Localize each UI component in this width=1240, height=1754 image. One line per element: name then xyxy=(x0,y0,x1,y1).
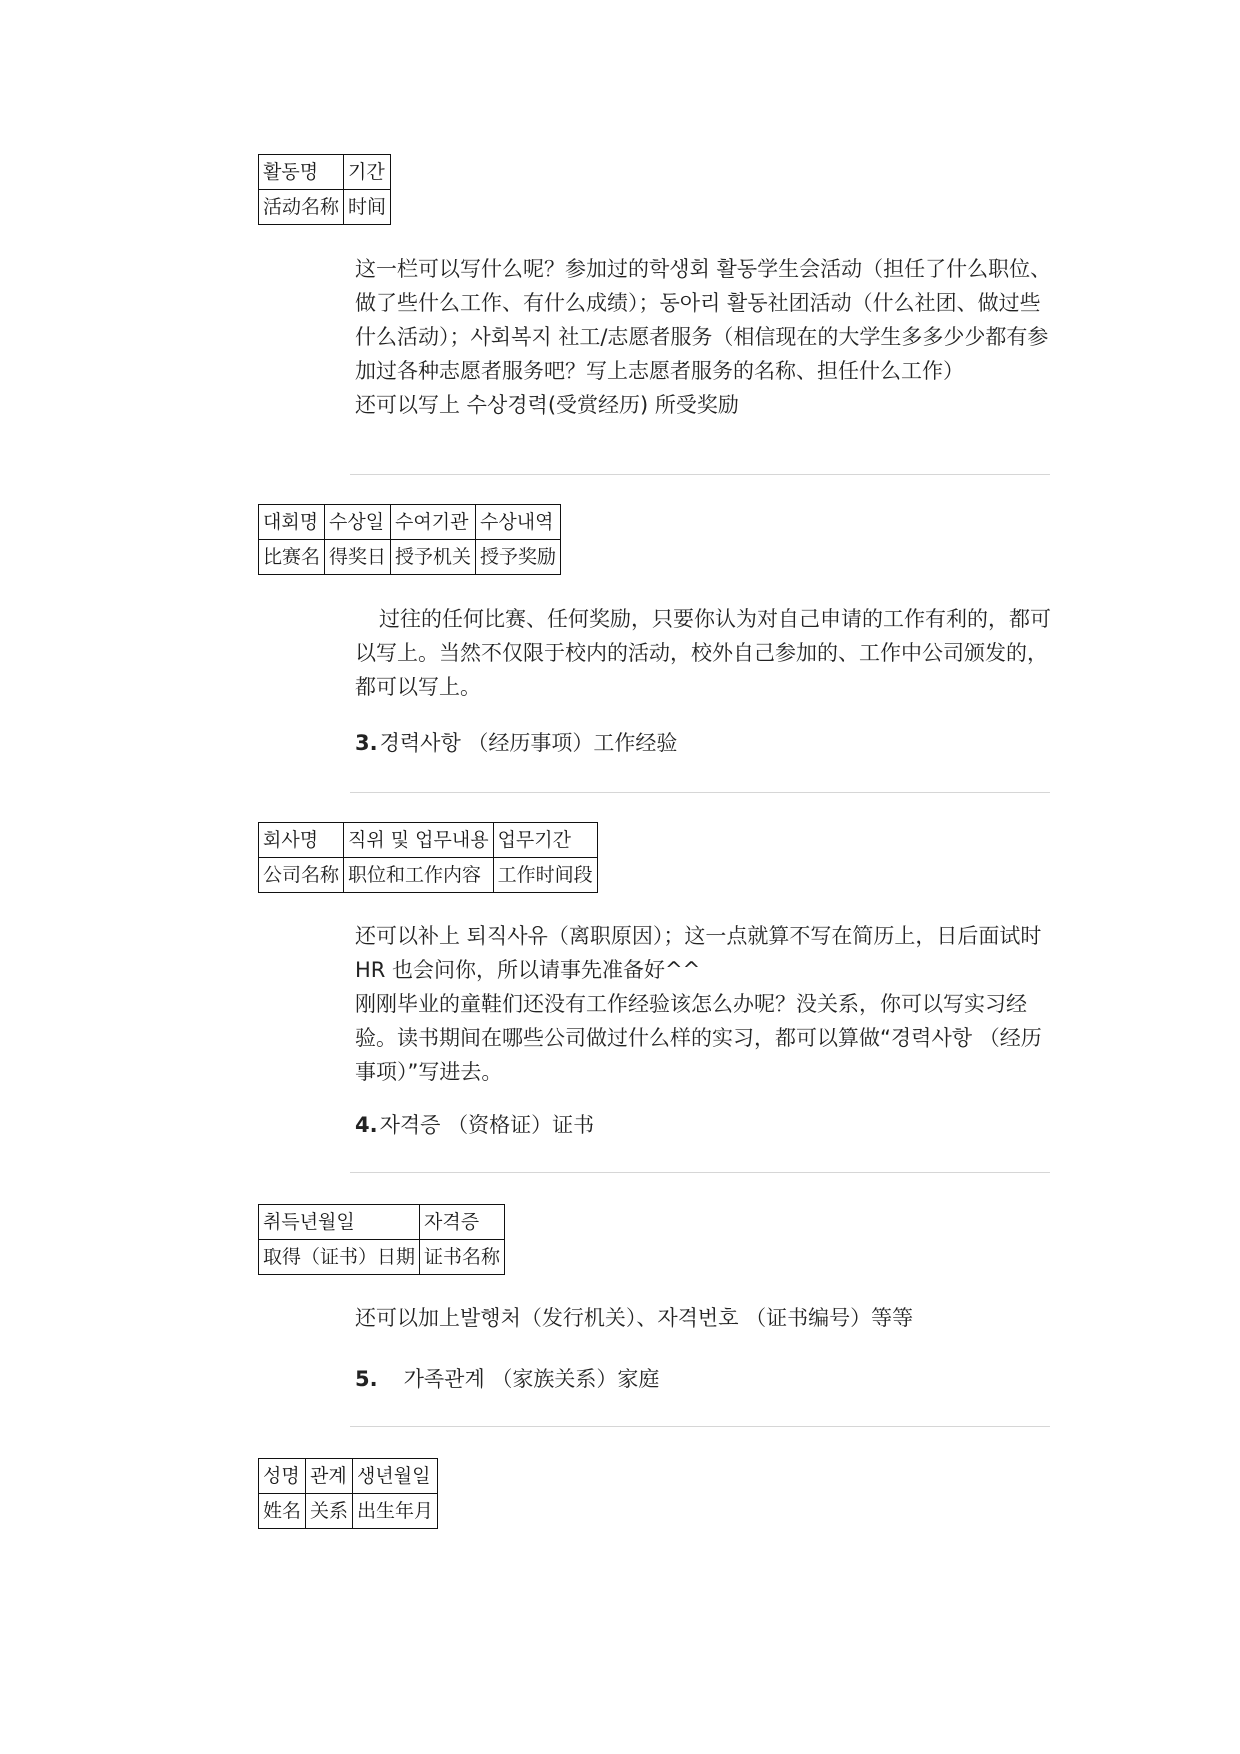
table-row xyxy=(259,858,598,893)
section-number: 3. xyxy=(355,731,378,755)
section-title: 가족관계 （家族关系）家庭 xyxy=(403,1367,660,1391)
table-cell: 회사명 xyxy=(259,823,344,858)
paragraph: 还可以写上 수상경력(受赏经历) 所受奖励 xyxy=(355,393,739,417)
section-heading xyxy=(355,726,677,760)
table-cell: 活动名称 xyxy=(259,190,344,225)
table-row xyxy=(259,823,598,858)
table-cell: 생년월일 xyxy=(353,1459,438,1494)
table-cell: 出生年月 xyxy=(353,1494,438,1529)
table-cell: 수여기관 xyxy=(391,505,476,540)
section-heading xyxy=(355,1108,594,1142)
activity-table xyxy=(258,154,391,225)
divider xyxy=(350,792,1050,793)
table-cell: 时间 xyxy=(344,190,391,225)
table-row xyxy=(259,1240,505,1275)
paragraph: 还可以加上발행처（发行机关）、자격번호 （证书编号）等等 xyxy=(355,1306,914,1330)
award-description xyxy=(355,602,1055,704)
table-row xyxy=(259,1205,505,1240)
table-cell: 职位和工作内容 xyxy=(344,858,494,893)
table-cell: 관계 xyxy=(306,1459,353,1494)
table-cell: 比赛名 xyxy=(259,540,325,575)
table-cell: 工作时间段 xyxy=(493,858,597,893)
certificate-table xyxy=(258,1204,505,1275)
section-heading xyxy=(355,1362,659,1396)
table-cell: 자격증 xyxy=(420,1205,505,1240)
table-cell: 업무기간 xyxy=(493,823,597,858)
family-table xyxy=(258,1458,438,1529)
table-row xyxy=(259,505,561,540)
table-row xyxy=(259,540,561,575)
award-table xyxy=(258,504,561,575)
table-cell: 대회명 xyxy=(259,505,325,540)
table-cell: 授予机关 xyxy=(391,540,476,575)
paragraph: 刚刚毕业的童鞋们还没有工作经验该怎么办呢？没关系，你可以写实习经验。读书期间在哪些公司做过什么样的实习，都可以算做“경력사항 （经历事项）”写进去。 xyxy=(355,992,1042,1084)
table-cell: 姓名 xyxy=(259,1494,306,1529)
table-cell: 성명 xyxy=(259,1459,306,1494)
paragraph: 过往的任何比赛、任何奖励，只要你认为对自己申请的工作有利的，都可以写上。当然不仅限于校内的活动，校外自己参加的、工作中公司颁发的，都可以写上。 xyxy=(355,607,1051,699)
section-number: 4. xyxy=(355,1113,378,1137)
table-cell: 授予奖励 xyxy=(476,540,561,575)
paragraph: 这一栏可以写什么呢？参加过的학생회 활동学生会活动（担任了什么职位、做了些什么工作、有什么成绩）；동아리 활동社团活动（什么社团、做过些什么活动）；사회복지 社工/志愿者服务（相信现在的大学生多多少少都有参加过各种志愿者服务吧？写上志愿者服务的名称、担任什么工作） xyxy=(355,257,1052,383)
table-row xyxy=(259,1494,438,1529)
divider xyxy=(350,1172,1050,1173)
divider xyxy=(350,474,1050,475)
table-cell: 关系 xyxy=(306,1494,353,1529)
table-cell: 得奖日 xyxy=(325,540,391,575)
table-cell: 证书名称 xyxy=(420,1240,505,1275)
certificate-description xyxy=(355,1301,1055,1335)
table-cell: 직위 및 업무내용 xyxy=(344,823,494,858)
activity-description xyxy=(355,252,1055,422)
table-row xyxy=(259,1459,438,1494)
paragraph: 还可以补上 퇴직사유（离职原因）；这一点就算不写在简历上，日后面试时 HR 也会问你，所以请事先准备好^^ xyxy=(355,924,1042,982)
section-title: 자격증 （资格证）证书 xyxy=(379,1113,595,1137)
work-table xyxy=(258,822,598,893)
table-cell: 수상일 xyxy=(325,505,391,540)
work-description xyxy=(355,919,1055,1089)
section-title: 경력사항 （经历事项）工作经验 xyxy=(379,731,678,755)
table-row xyxy=(259,155,391,190)
table-cell: 公司名称 xyxy=(259,858,344,893)
table-row xyxy=(259,190,391,225)
section-number: 5. xyxy=(355,1367,378,1391)
table-cell: 수상내역 xyxy=(476,505,561,540)
table-cell: 기간 xyxy=(344,155,391,190)
table-cell: 取得（证书）日期 xyxy=(259,1240,420,1275)
table-cell: 취득년월일 xyxy=(259,1205,420,1240)
divider xyxy=(350,1426,1050,1427)
table-cell: 활동명 xyxy=(259,155,344,190)
